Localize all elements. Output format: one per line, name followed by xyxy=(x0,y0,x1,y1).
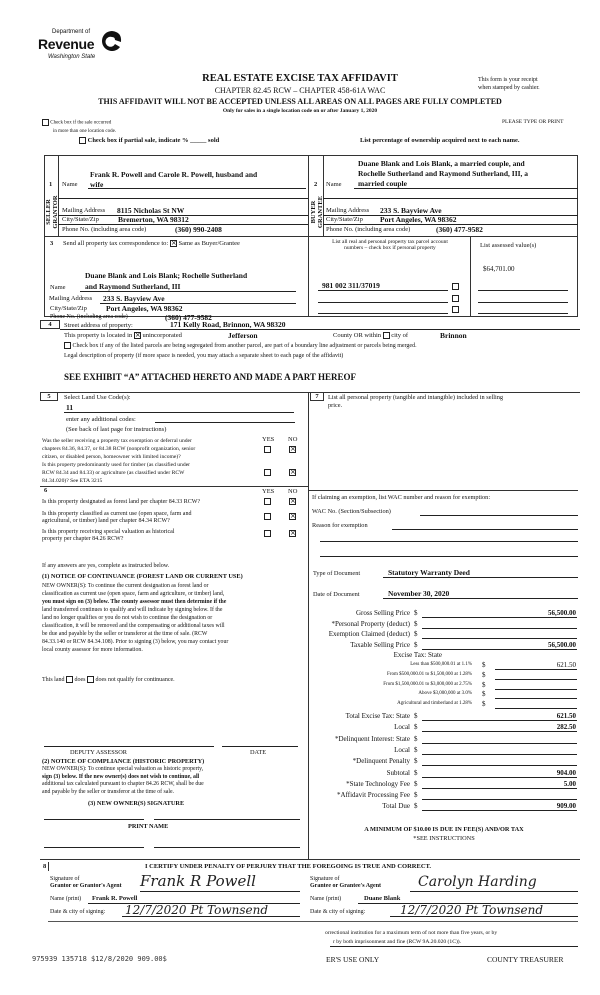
logo-text: Washington State xyxy=(48,54,96,60)
label: If claiming an exemption, list WAC number and reason for exemption: xyxy=(312,494,491,501)
calc-value[interactable]: 621.50 xyxy=(556,712,576,720)
calc-value[interactable]: 56,500.00 xyxy=(548,609,576,617)
tax-corr-phone[interactable]: (360) 477-9582 xyxy=(165,313,212,322)
label: City/State/Zip xyxy=(50,305,87,312)
label: Signature of xyxy=(50,876,80,882)
see-instructions: *SEE INSTRUCTIONS xyxy=(413,835,475,842)
personal-property-checkbox[interactable] xyxy=(452,295,459,302)
forest-no-checkbox[interactable]: × xyxy=(290,497,296,506)
question: RCW 84.34 and 84.33) or agriculture (as classified under RCW xyxy=(42,470,185,476)
label: (3) NEW OWNER(S) SIGNATURE xyxy=(88,800,185,807)
grantee-print-name[interactable]: Duane Blank xyxy=(364,895,401,902)
label: Name xyxy=(62,181,78,188)
buyer-city[interactable]: Port Angeles, WA 98362 xyxy=(380,215,457,224)
notice-line: you must sign on (3) below. The county assessor must then determine if the xyxy=(42,599,227,605)
notice-line: and payable by the seller or transferor at the time of sale. xyxy=(42,788,174,795)
section-number: 2 xyxy=(314,181,318,188)
forest-yes-checkbox[interactable] xyxy=(264,498,271,505)
calc-label: Exemption Claimed (deduct) xyxy=(328,630,410,638)
notice-compliance-text xyxy=(42,766,204,796)
segregated-checkbox[interactable] xyxy=(64,342,71,349)
notice-continuance-title: (1) NOTICE OF CONTINUANCE (FOREST LAND OR CURRENT USE) xyxy=(42,573,243,580)
buyer-side-label: BUYER GRANTEE xyxy=(310,195,324,229)
notice-compliance-title: (2) NOTICE OF COMPLIANCE (HISTORIC PROPERTY) xyxy=(42,758,205,765)
label: Name xyxy=(326,181,342,188)
label: YES xyxy=(262,488,275,495)
buyer-name[interactable]: Duane Blank and Lois Blank, a married couple, and xyxy=(358,159,525,168)
notice-line: 84.33.140 or RCW 84.34.108). Prior to signing (3) below, you may contact your xyxy=(42,639,229,645)
seller-name[interactable]: Frank R. Powell and Carole R. Powell, husband and xyxy=(90,170,258,179)
perjury-text: r by both imprisonment and fine (RCW 9A.20.020 (1C)). xyxy=(333,939,462,945)
label: Check box if partial sale, indicate % _____ sold xyxy=(87,137,220,144)
dollar-sign: $ xyxy=(414,723,418,732)
section-number: 3 xyxy=(50,240,54,247)
certification: I CERTIFY UNDER PENALTY OF PERJURY THAT THE FOREGOING IS TRUE AND CORRECT. xyxy=(145,863,432,870)
property-street[interactable]: 171 Kelly Road, Brinnon, WA 98320 xyxy=(170,320,286,329)
notice-line: classification as current use (open space, farm and agriculture, or timber) land, xyxy=(42,591,225,597)
notice-line: classification, it will be removed and the compensating or additional taxes will xyxy=(42,623,225,629)
grantor-date-city[interactable]: 12/7/2020 Pt Townsend xyxy=(125,903,269,917)
qualifies-checkbox[interactable] xyxy=(66,676,73,683)
label: price. xyxy=(328,402,343,409)
calc-label: Subtotal xyxy=(386,768,410,777)
calc-label: Taxable Selling Price xyxy=(350,640,410,649)
notice-line: land transferred continues to qualify and will indicate by signing below. If the xyxy=(42,607,223,613)
seller-phone[interactable]: (360) 990-2408 xyxy=(175,225,222,234)
dollar-sign: $ xyxy=(414,640,418,649)
warning-line: THIS AFFIDAVIT WILL NOT BE ACCEPTED UNLESS ALL AREAS ON ALL PAGES ARE FULLY COMPLETED xyxy=(98,97,502,106)
notice-continuance-text xyxy=(42,582,228,654)
section-number: 7 xyxy=(310,393,324,401)
only-for-line: Only for sales in a single location code on or after January 1, 2020 xyxy=(222,108,378,114)
label: Same as Buyer/Grantee xyxy=(178,240,240,247)
section-number: 5 xyxy=(40,393,58,401)
not-qualifies-checkbox[interactable] xyxy=(87,676,94,683)
calc-value[interactable]: 909.00 xyxy=(556,802,576,811)
label: WAC No. (Section/Subsection) xyxy=(312,508,391,515)
label: Signature of xyxy=(310,876,340,882)
label: (See back of last page for instructions) xyxy=(66,426,167,433)
unincorporated-checkbox[interactable]: × xyxy=(134,331,141,340)
section-number: 1 xyxy=(49,181,53,188)
calc-label: Less than $500,000.01 at 1.1% xyxy=(410,662,472,667)
notice-line: NEW OWNER(S): To continue the current designation as forest land or xyxy=(42,583,209,589)
dollar-sign: $ xyxy=(414,802,418,811)
personal-property-checkbox[interactable] xyxy=(452,306,459,313)
partial-sale-checkbox[interactable] xyxy=(79,137,86,144)
label: County OR within xyxy=(333,332,382,339)
perjury-text: orrectional institution for a maximum term of not more than five years, or by xyxy=(325,930,498,936)
dollar-sign: $ xyxy=(414,745,418,754)
label: Check box if any of the listed parcels are being segregated from another parcel, are part of a boundary line adjustment or parcels being merged. xyxy=(72,342,417,349)
county-name[interactable]: Jefferson xyxy=(228,331,258,340)
label: Excise Tax: State xyxy=(393,651,442,659)
calc-label: Agricultural and timberland at 1.28% xyxy=(397,701,472,707)
question: citizen, or disabled person, homeowner with limited income)? xyxy=(42,454,181,460)
calc-label: Gross Selling Price xyxy=(355,609,410,617)
instruction: If any answers are yes, complete as instructed below. xyxy=(42,563,170,569)
label: Date & city of signing: xyxy=(50,909,106,915)
dollar-sign: $ xyxy=(414,609,418,617)
seller-city[interactable]: Bremerton, WA 98312 xyxy=(118,215,189,224)
dollar-sign: $ xyxy=(482,690,486,699)
notice-line: land no longer qualifies or you do not wish to continue the designation or xyxy=(42,615,213,621)
dollar-sign: $ xyxy=(414,768,418,777)
calc-value[interactable]: 904.00 xyxy=(556,768,576,777)
section-number: 6 xyxy=(44,487,48,494)
logo-text: Department of xyxy=(52,29,91,35)
label: Grantor or Grantor's Agent xyxy=(50,883,122,889)
buyer-name[interactable]: married couple xyxy=(358,179,407,188)
section-number: 8 xyxy=(43,863,47,870)
question: agricultural, or timber) land per chapter 84.34 RCW? xyxy=(42,518,170,524)
county-treasurer: COUNTY TREASURER xyxy=(487,955,564,964)
calc-value[interactable]: 282.50 xyxy=(556,723,576,732)
label: City/State/Zip xyxy=(326,216,363,223)
calc-label: *Affidavit Processing Fee xyxy=(337,791,410,800)
label: This land xyxy=(42,676,65,683)
current-use-yes-checkbox[interactable] xyxy=(264,513,271,520)
calc-value[interactable]: 56,500.00 xyxy=(548,640,576,649)
label: DATE xyxy=(250,749,267,756)
label: Reason for exemption xyxy=(312,522,368,529)
calc-label: From $1,500,000.01 to $3,000,000 at 2.75% xyxy=(383,681,472,687)
dollar-sign: $ xyxy=(414,791,418,800)
dollar-sign: $ xyxy=(482,700,486,709)
label: Name xyxy=(50,284,66,291)
dollar-sign: $ xyxy=(414,630,418,638)
label: Street address of property: xyxy=(64,322,133,329)
label: Name (print) xyxy=(310,896,342,902)
label: does xyxy=(74,676,86,683)
label: PRINT NAME xyxy=(128,823,169,830)
parcel-header: numbers – check box if personal property xyxy=(344,245,436,251)
label: NO xyxy=(288,488,298,495)
calc-label: *Personal Property (deduct) xyxy=(331,619,410,628)
label: Select Land Use Code(s): xyxy=(64,394,131,401)
question: Is this property receiving special valuation as historical xyxy=(42,529,175,535)
label: Check box if the sale occurred xyxy=(50,120,112,126)
label: enter any additional codes: xyxy=(66,416,136,423)
label: Phone No. (including area code) xyxy=(326,226,411,233)
label: Send all property tax correspondence to: xyxy=(63,240,169,247)
calc-label: Local xyxy=(394,745,410,754)
historic-no-checkbox[interactable]: × xyxy=(290,529,296,538)
parcel-number[interactable]: 981 002 311/37019 xyxy=(322,281,380,290)
exemption-no-checkbox[interactable]: × xyxy=(290,445,296,454)
city-checkbox[interactable] xyxy=(383,332,390,339)
question: Was the seller receiving a property tax exemption or deferral under xyxy=(42,438,192,444)
historic-yes-checkbox[interactable] xyxy=(264,530,271,537)
label: Mailing Address xyxy=(62,207,106,214)
notice-line: sign (3) below. If the new owner(s) does not wish to continue, all xyxy=(42,773,200,780)
label: Date of Document xyxy=(313,591,360,598)
please-type: PLEASE TYPE OR PRINT xyxy=(502,119,564,125)
personal-property-checkbox[interactable] xyxy=(452,283,459,290)
land-use-code[interactable]: 11 xyxy=(66,403,74,412)
grantee-date-city[interactable]: 12/7/2020 Pt Townsend xyxy=(400,903,544,917)
label: DEPUTY ASSESSOR xyxy=(70,749,127,756)
seller-address[interactable]: 8115 Nicholas St NW xyxy=(117,206,185,215)
calc-value[interactable]: 5.00 xyxy=(563,779,576,788)
parcel-header: List all real and personal property tax parcel account xyxy=(332,239,448,245)
calc-label: *Delinquent Interest: State xyxy=(334,734,410,743)
tax-corr-name[interactable]: and Raymond Sutherland, III xyxy=(85,282,181,291)
dollar-sign: $ xyxy=(414,619,418,628)
cashier-stamp: 975939 135718 $12/8/2020 909.00$ xyxy=(32,955,167,963)
city-name[interactable]: Brinnon xyxy=(440,331,467,340)
receipt-note: when stamped by cashier. xyxy=(478,85,540,91)
label: Type of Document xyxy=(313,570,361,577)
grantor-print-name[interactable]: Frank R. Powell xyxy=(92,895,138,902)
label: Phone No. (including area code) xyxy=(62,226,147,233)
question: 84.34.020)? See ETA 3215 xyxy=(42,478,103,484)
calc-label: *Delinquent Penalty xyxy=(352,757,410,766)
logo-text: Revenue xyxy=(38,36,95,52)
tax-corr-address[interactable]: 233 S. Bayview Ave xyxy=(103,294,165,303)
minimum-notice: A MINIMUM OF $10.00 IS DUE IN FEE(S) AND/OR TAX xyxy=(364,826,524,833)
calc-label: From $500,000.01 to $1,500,000 at 1.28% xyxy=(387,671,472,677)
label: does not qualify for continuance. xyxy=(95,676,175,683)
calc-label: Local xyxy=(394,723,410,732)
timber-no-checkbox[interactable]: × xyxy=(290,468,296,477)
seller-name[interactable]: wife xyxy=(90,180,104,189)
tax-corr-name[interactable]: Duane Blank and Lois Blank; Rochelle Sutherland xyxy=(85,271,248,280)
label: Mailing Address xyxy=(326,207,370,214)
receipt-note: This form is your receipt xyxy=(478,77,538,83)
label: Grantee or Grantee's Agent xyxy=(310,883,382,889)
label: NO xyxy=(288,436,298,443)
label: Mailing Address xyxy=(49,295,93,302)
dollar-sign: $ xyxy=(482,670,486,679)
treasurer-use-only: ER'S USE ONLY xyxy=(326,955,380,964)
section-number: 4 xyxy=(40,320,60,329)
exemption-yes-checkbox[interactable] xyxy=(264,446,271,453)
tax-corr-city[interactable]: Port Angeles, WA 98362 xyxy=(106,304,183,313)
grantee-signature[interactable]: Carolyn Harding xyxy=(418,874,537,890)
same-as-buyer-checkbox[interactable]: × xyxy=(170,239,177,248)
legal-description[interactable]: SEE EXHIBIT “A” ATTACHED HERETO AND MADE A PART HEREOF xyxy=(64,372,356,382)
percentage-note: List percentage of ownership acquired next to each name. xyxy=(360,137,520,144)
notice-line: be due and payable by the seller or transferor at the time of sale. (RCW xyxy=(42,631,208,637)
label: unincorporated xyxy=(142,332,182,339)
question: Is this property classified as current use (open space, farm and xyxy=(42,511,192,517)
label: Legal description of property (if more space is needed, you may attach a separate sheet to each page of the affidavit) xyxy=(64,353,344,359)
question: property per chapter 84.26 RCW? xyxy=(42,536,124,542)
notice-line: NEW OWNER(S): To continue special valuation as historic property, xyxy=(42,766,204,772)
seller-side-label: SELLER GRANTOR xyxy=(45,195,59,229)
assessed-value[interactable]: $64,701.00 xyxy=(483,265,515,273)
label: YES xyxy=(262,436,275,443)
question: Is this property predominantly used for timber (as classified under xyxy=(42,462,191,468)
label: Phone No. (including area code) xyxy=(50,314,128,320)
current-use-no-checkbox[interactable]: × xyxy=(290,512,296,521)
label: City/State/Zip xyxy=(62,216,99,223)
calc-label: Above $3,000,000 at 3.0% xyxy=(418,691,472,697)
dollar-sign: $ xyxy=(414,757,418,766)
label: Name (print) xyxy=(50,896,82,902)
label: Date & city of signing: xyxy=(310,909,366,915)
question: chapters 84.36, 84.37, or 84.38 RCW (nonprofit organization, senior xyxy=(42,446,196,452)
form-title: REAL ESTATE EXCISE TAX AFFIDAVIT xyxy=(202,73,398,84)
dollar-sign: $ xyxy=(414,734,418,743)
grantor-signature[interactable]: Frank R Powell xyxy=(140,872,256,890)
buyer-name[interactable]: Rochelle Sutherland and Raymond Sutherland, III, a xyxy=(358,169,529,178)
document-type[interactable]: Statutory Warranty Deed xyxy=(388,568,470,577)
calc-label: Total Due xyxy=(382,802,410,811)
document-date[interactable]: November 30, 2020 xyxy=(388,589,450,598)
calc-label: *State Technology Fee xyxy=(346,779,410,788)
dollar-sign: $ xyxy=(482,680,486,689)
buyer-address[interactable]: 233 S. Bayview Ave xyxy=(380,206,442,215)
chapter-line: CHAPTER 82.45 RCW – CHAPTER 458-61A WAC xyxy=(214,86,386,95)
buyer-phone[interactable]: (360) 477-9582 xyxy=(436,225,483,234)
label: city of xyxy=(391,332,409,339)
label: List all personal property (tangible and intangible) included in selling xyxy=(328,394,504,401)
notice-line: local county assessor for more information. xyxy=(42,647,143,653)
dollar-sign: $ xyxy=(414,779,418,788)
timber-yes-checkbox[interactable] xyxy=(264,469,271,476)
question: Is this property designated as forest land per chapter 84.33 RCW? xyxy=(42,499,201,505)
calc-value[interactable]: 621.50 xyxy=(556,661,576,669)
logo-swirl-icon xyxy=(98,28,124,54)
multi-location-checkbox[interactable] xyxy=(42,119,49,126)
calc-label: Total Excise Tax: State xyxy=(345,712,410,720)
label: This property is located in xyxy=(64,332,133,339)
notice-line: additional tax calculated pursuant to chapter 84.26 RCW, shall be due xyxy=(42,781,204,787)
assessed-header: List assessed value(s) xyxy=(480,242,537,249)
label: in more than one location code. xyxy=(53,129,117,134)
dollar-sign: $ xyxy=(482,661,486,669)
dollar-sign: $ xyxy=(414,712,418,720)
